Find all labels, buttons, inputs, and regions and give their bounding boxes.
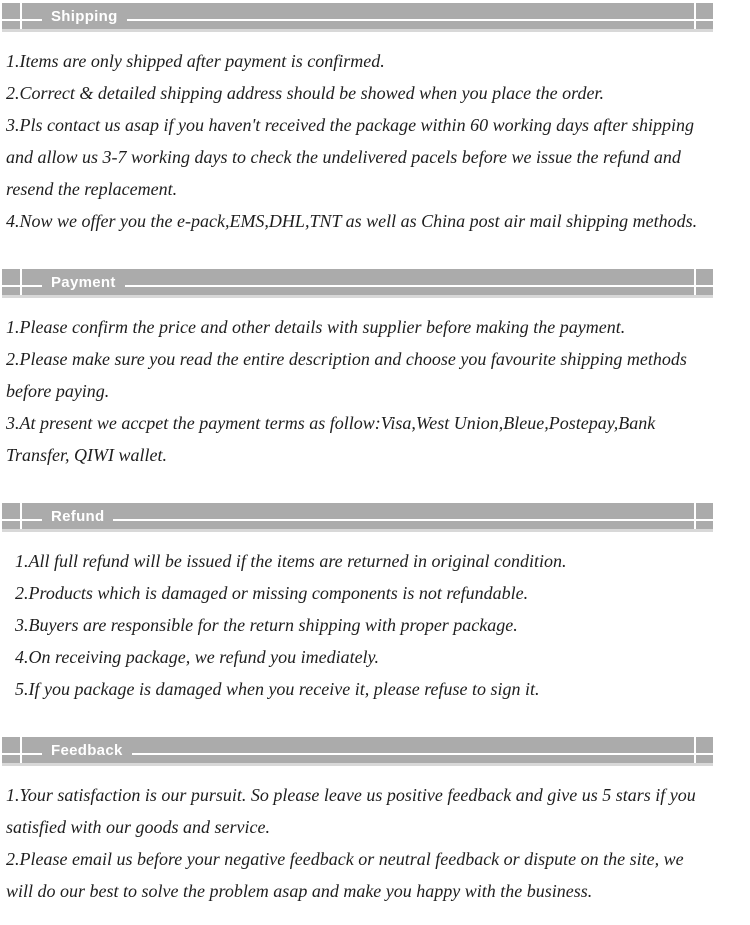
list-item: 2.Please email us before your negative feedback or neutral feedback or dispute on the site, we will do our best to solve the problem asap and make you happy with the business. <box>6 849 684 901</box>
list-item: 1.Please confirm the price and other details with supplier before making the payment. <box>6 317 626 337</box>
list-item: 3.At present we accpet the payment terms as follow:Visa,West Union,Bleue,Postepay,Bank Transfer, QIWI wallet. <box>6 413 656 465</box>
section-refund <box>0 503 750 705</box>
list-item: 1.Your satisfaction is our pursuit. So please leave us positive feedback and give us 5 stars if you satisfied with our goods and service. <box>6 785 696 837</box>
payment-text <box>0 295 738 471</box>
header-right-tick-line <box>694 269 696 295</box>
section-title: Payment <box>42 269 125 295</box>
list-item: 1.All full refund will be issued if the items are returned in original condition. <box>15 551 567 571</box>
section-title: Feedback <box>42 737 132 763</box>
refund-header-bar <box>2 503 713 529</box>
list-item: 4.On receiving package, we refund you imediately. <box>15 647 380 667</box>
list-item: 2.Please make sure you read the entire description and choose you favourite shipping methods before paying. <box>6 349 687 401</box>
shipping-text <box>0 29 738 237</box>
section-title: Shipping <box>42 3 127 29</box>
header-right-tick-line <box>694 737 696 763</box>
header-left-tick-line <box>20 737 22 763</box>
header-left-tick-line <box>20 269 22 295</box>
header-left-tick-line <box>20 503 22 529</box>
list-item: 3.Buyers are responsible for the return shipping with proper package. <box>15 615 518 635</box>
header-right-tick-line <box>694 3 696 29</box>
section-feedback <box>0 737 750 907</box>
refund-text <box>0 529 738 705</box>
section-payment <box>0 269 750 471</box>
section-title: Refund <box>42 503 113 529</box>
list-item: 4.Now we offer you the e-pack,EMS,DHL,TNT as well as China post air mail shipping methods. <box>6 211 698 231</box>
header-right-tick-line <box>694 503 696 529</box>
feedback-header-bar <box>2 737 713 763</box>
list-item: 2.Products which is damaged or missing components is not refundable. <box>15 583 529 603</box>
list-item: 2.Correct & detailed shipping address should be showed when you place the order. <box>6 83 604 103</box>
list-item: 5.If you package is damaged when you receive it, please refuse to sign it. <box>15 679 540 699</box>
feedback-text <box>0 763 738 907</box>
shipping-header-bar <box>2 3 713 29</box>
payment-header-bar <box>2 269 713 295</box>
section-shipping <box>0 3 750 237</box>
header-left-tick-line <box>20 3 22 29</box>
listing-description-page <box>0 3 750 907</box>
list-item: 1.Items are only shipped after payment is confirmed. <box>6 51 385 71</box>
list-item: 3.Pls contact us asap if you haven't received the package within 60 working days after shipping and allow us 3-7 working days to check the undelivered pacels before we issue the refund and resend the replacement. <box>6 115 695 199</box>
